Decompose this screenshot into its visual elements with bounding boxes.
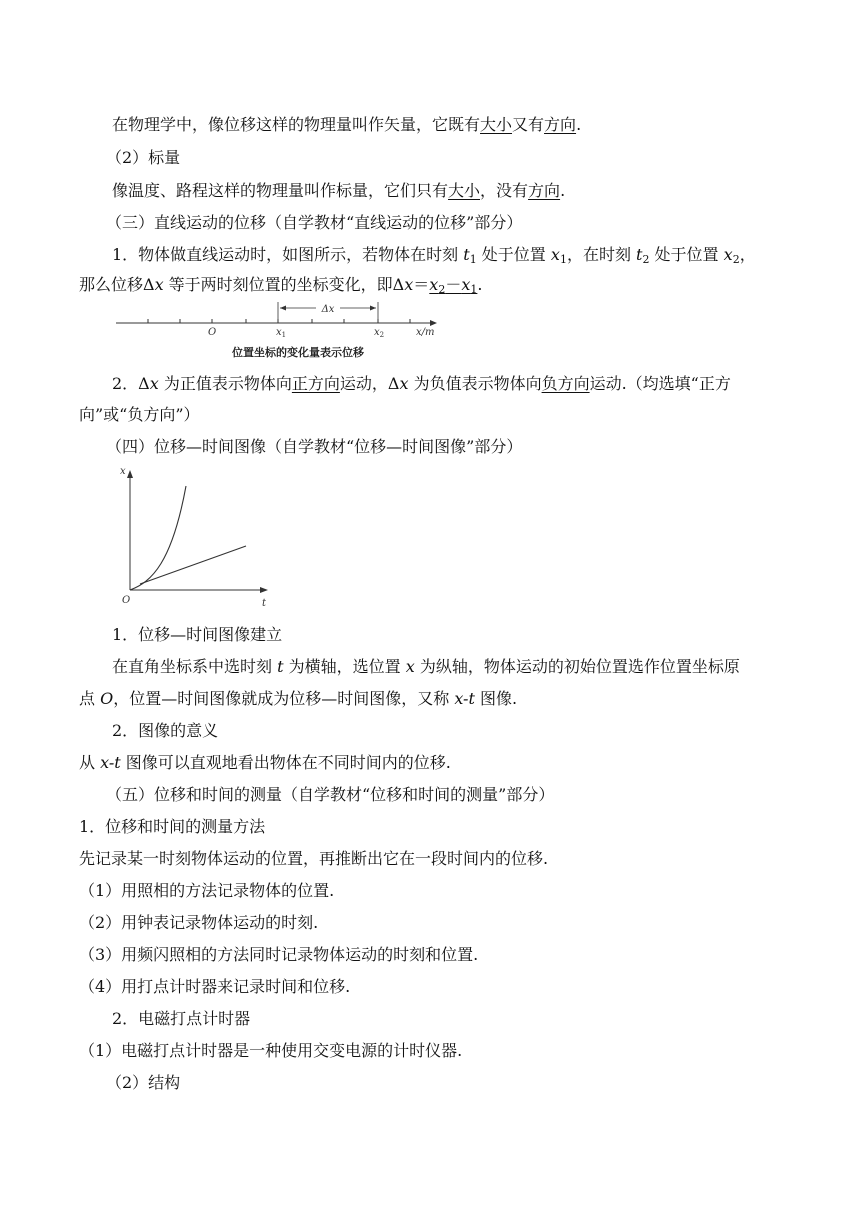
paragraph-sign-of-displacement: 2．Δx 为正值表示物体向正方向运动，Δx 为负值表示物体向负方向运动.（均选填“正方: [112, 374, 731, 393]
position-number-line-figure: [112, 300, 452, 340]
heading-timer-structure: （2）结构: [106, 1073, 181, 1092]
paragraph-xt-graph-2: 点 O，位置—时间图像就成为位移—时间图像，又称 x-t 图像.: [79, 689, 518, 708]
blank-answer-delta-formula: $x_2-x_1$: [429, 275, 478, 296]
axis-arrow: [430, 320, 437, 326]
blank-answer-positive: 正方向: [291, 374, 340, 393]
blank-answer-direction: 方向: [544, 115, 577, 134]
blank-answer-magnitude: 大小: [480, 115, 513, 134]
paragraph-graph-meaning: 从 x-t 图像可以直观地看出物体在不同时间内的位移.: [79, 753, 451, 772]
xt-graph-figure: [116, 462, 276, 612]
list-item-method-1: （1）用照相的方法记录物体的位置.: [79, 881, 335, 900]
paragraph-linear-displacement-2: 那么位移Δx 等于两时刻位置的坐标变化，即$\Delta x=x_2-x_1$.: [79, 275, 483, 296]
heading-xt-graph-establish: 1．位移—时间图像建立: [112, 625, 283, 644]
section-heading-xt-graph: （四）位移—时间图像（自学教材“位移—时间图像”部分）: [106, 437, 523, 456]
paragraph-timer-definition: （1）电磁打点计时器是一种使用交变电源的计时仪器.: [79, 1041, 463, 1060]
list-item-method-2: （2）用钟表记录物体运动的时刻.: [79, 913, 319, 932]
axis-unit-label: x/m: [416, 327, 435, 338]
x-axis-label: t: [262, 598, 267, 609]
paragraph-scalar-definition: 像温度、路程这样的物理量叫作标量，它们只有大小，没有方向.: [112, 181, 566, 200]
paragraph-xt-graph-1: 在直角坐标系中选时刻 t 为横轴，选位置 x 为纵轴，物体运动的初始位置选作位置坐标原: [112, 657, 740, 676]
heading-measurement-methods: 1．位移和时间的测量方法: [79, 817, 266, 836]
paragraph-linear-displacement-1: 1．物体做直线运动时，如图所示，若物体在时刻 $t_1$ 处于位置 $x_1$，在时刻 $t_2$ 处于位置 $x_2$，: [112, 245, 756, 266]
accelerating-motion-curve: [130, 486, 186, 590]
heading-graph-meaning: 2．图像的意义: [112, 721, 219, 740]
blank-answer-negative: 负方向: [541, 374, 590, 393]
list-item-method-4: （4）用打点计时器来记录时间和位移.: [79, 977, 351, 996]
section-heading-linear-displacement: （三）直线运动的位移（自学教材“直线运动的位移”部分）: [106, 213, 523, 232]
paragraph-sign-of-displacement-cont: 向”或“负方向”）: [79, 405, 200, 424]
figure-caption: 位置坐标的变化量表示位移: [232, 346, 364, 359]
section-heading-measurement: （五）位移和时间的测量（自学教材“位移和时间的测量”部分）: [106, 785, 555, 804]
delta-x-label: Δx: [321, 304, 335, 315]
paragraph-vector-definition: 在物理学中，像位移这样的物理量叫作矢量，它既有大小又有方向.: [112, 115, 582, 134]
uniform-motion-line: [140, 546, 246, 584]
axis-ticks: [148, 319, 410, 323]
y-axis-label: x: [120, 466, 126, 477]
paragraph-measurement-intro: 先记录某一时刻物体运动的位置，再推断出它在一段时间内的位移.: [79, 849, 549, 868]
x2-label: $x_2$: [374, 327, 385, 339]
blank-answer-magnitude-2: 大小: [448, 181, 481, 200]
origin-label: O: [208, 327, 217, 338]
list-item-method-3: （3）用频闪照相的方法同时记录物体运动的时刻和位置.: [79, 945, 479, 964]
blank-answer-direction-2: 方向: [528, 181, 561, 200]
heading-electromagnetic-timer: 2．电磁打点计时器: [112, 1009, 251, 1028]
x1-label: $x_1$: [276, 327, 287, 339]
graph-origin-label: O: [122, 595, 131, 606]
heading-scalar: （2）标量: [106, 148, 181, 167]
